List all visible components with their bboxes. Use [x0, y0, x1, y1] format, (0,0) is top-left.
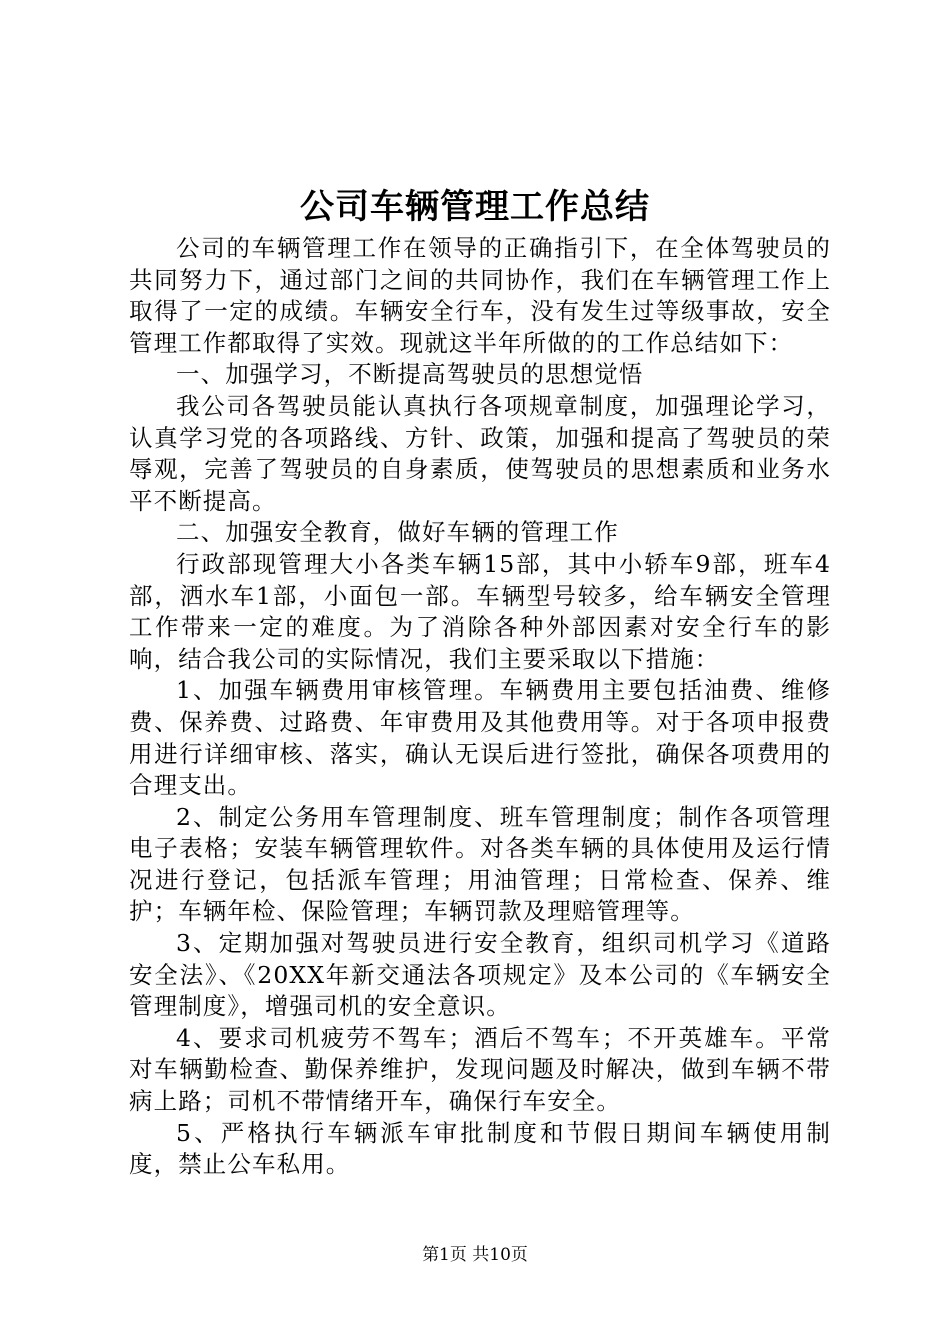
document-body	[129, 233, 831, 1181]
paragraph-study: 我公司各驾驶员能认真执行各项规章制度，加强理论学习，认真学习党的各项路线、方针、政策，加强和提高了驾驶员的荣辱观，完善了驾驶员的自身素质，使驾驶员的思想素质和业务水平不断提高。	[129, 391, 831, 515]
measure-item-5: 5、严格执行车辆派车审批制度和节假日期间车辆使用制度，禁止公车私用。	[129, 1118, 831, 1179]
paragraph-vehicles: 行政部现管理大小各类车辆15部，其中小轿车9部，班车4部，洒水车1部，小面包一部。车辆型号较多，给车辆安全管理工作带来一定的难度。为了消除各种外部因素对安全行车的影响，结合我公司的实际情况，我们主要采取以下措施：	[129, 549, 831, 673]
section-heading-1: 一、加强学习，不断提高驾驶员的思想觉悟	[176, 360, 644, 389]
measure-item-1: 1、加强车辆费用审核管理。车辆费用主要包括油费、维修费、保养费、过路费、年审费用及其他费用等。对于各项申报费用进行详细审核、落实，确认无误后进行签批，确保各项费用的合理支出。	[129, 676, 831, 800]
section-heading-2: 二、加强安全教育，做好车辆的管理工作	[176, 518, 619, 547]
page-number-footer: 第1页 共10页	[422, 1245, 528, 1265]
measure-item-3: 3、定期加强对驾驶员进行安全教育，组织司机学习《道路安全法》、《20XX年新交通法各项规定》及本公司的《车辆安全管理制度》，增强司机的安全意识。	[129, 929, 831, 1021]
measure-item-2: 2、制定公务用车管理制度、班车管理制度；制作各项管理电子表格；安装车辆管理软件。对各类车辆的具体使用及运行情况进行登记，包括派车管理；用油管理；日常检查、保养、维护；车辆年检、保险管理；车辆罚款及理赔管理等。	[129, 802, 831, 926]
document-title: 公司车辆管理工作总结	[300, 187, 650, 227]
paragraph-intro: 公司的车辆管理工作在领导的正确指引下，在全体驾驶员的共同努力下，通过部门之间的共同协作，我们在车辆管理工作上取得了一定的成绩。车辆安全行车，没有发生过等级事故，安全管理工作都取得了实效。现就这半年所做的的工作总结如下：	[129, 234, 831, 357]
measure-item-4: 4、要求司机疲劳不驾车；酒后不驾车；不开英雄车。平常对车辆勤检查、勤保养维护，发现问题及时解决，做到车辆不带病上路；司机不带情绪开车，确保行车安全。	[129, 1023, 831, 1116]
